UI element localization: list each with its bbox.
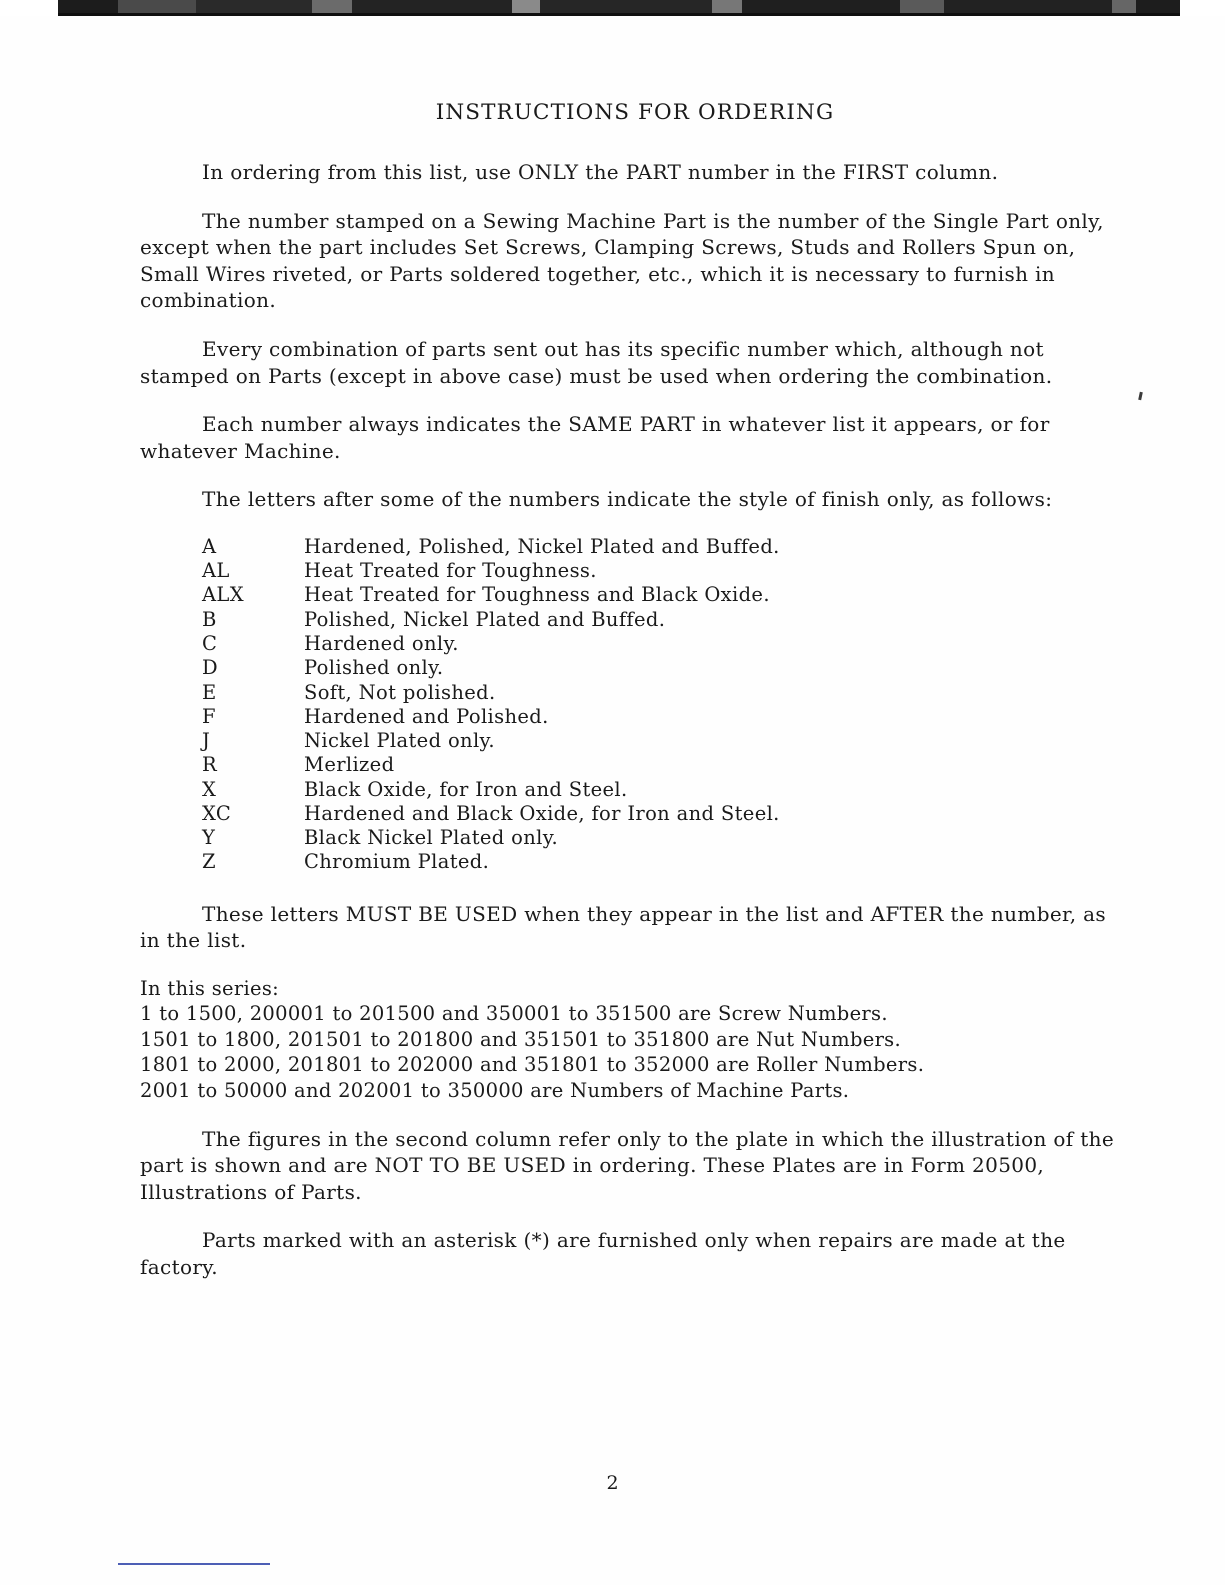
table-row bbox=[202, 778, 780, 802]
finish-description: Polished, Nickel Plated and Buffed. bbox=[304, 607, 666, 631]
paragraph-asterisk-parts: Parts marked with an asterisk (*) are furnished only when repairs are made at the factory. bbox=[140, 1228, 1066, 1279]
paragraph-ordering-instructions: In ordering from this list, use ONLY the PART number in the FIRST column. bbox=[202, 160, 999, 184]
finish-description: Chromium Plated. bbox=[304, 850, 490, 874]
table-row bbox=[202, 608, 780, 632]
table-row bbox=[202, 850, 780, 874]
paragraph-letters-must-be-used: These letters MUST BE USED when they appear in the list and AFTER the number, as in the list. bbox=[140, 901, 1107, 953]
finish-code: F bbox=[202, 704, 216, 728]
scan-artifact-top-line bbox=[58, 13, 1180, 16]
paragraph-finish-letters: The letters after some of the numbers indicate the style of finish only, as follows: bbox=[202, 487, 1053, 512]
scan-artifact-bottom-line bbox=[118, 1563, 270, 1565]
finish-code: B bbox=[202, 607, 217, 631]
paragraph-stamped-number: The number stamped on a Sewing Machine Part is the number of the Single Part only, except when the part includes Set Screws, Clamping Screws, Studs and Rollers Spun on, Small Wires riveted, or Parts soldered together, etc., which it is necessary to furnish in combination. bbox=[140, 208, 1104, 313]
finish-code: C bbox=[202, 632, 218, 655]
finish-description: Black Oxide, for Iron and Steel. bbox=[304, 777, 628, 801]
table-row bbox=[202, 583, 780, 607]
finish-code: X bbox=[202, 777, 217, 801]
finish-code: J bbox=[202, 729, 211, 753]
paragraph-same-part: Each number always indicates the SAME PART in whatever list it appears, or for whatever Machine. bbox=[140, 412, 1050, 463]
finish-description: Polished only. bbox=[304, 656, 444, 680]
finish-code: E bbox=[202, 680, 217, 704]
table-row bbox=[202, 705, 780, 729]
finish-code: D bbox=[202, 656, 218, 680]
table-row bbox=[202, 729, 780, 753]
table-row bbox=[202, 535, 780, 559]
finish-code: Z bbox=[202, 850, 216, 874]
series-line: 2001 to 50000 and 202001 to 350000 are Numbers of Machine Parts. bbox=[140, 1078, 850, 1102]
series-line: 1 to 1500, 200001 to 201500 and 350001 to 351500 are Screw Numbers. bbox=[140, 1002, 888, 1026]
series-block bbox=[140, 976, 1130, 1104]
table-row bbox=[202, 656, 780, 680]
finish-description: Hardened and Polished. bbox=[304, 704, 549, 728]
finish-description: Hardened, Polished, Nickel Plated and Buffed. bbox=[304, 534, 780, 558]
finish-description: Nickel Plated only. bbox=[304, 729, 495, 753]
finish-code-table bbox=[202, 535, 780, 875]
table-row bbox=[202, 802, 780, 826]
table-row bbox=[202, 753, 780, 777]
finish-description: Black Nickel Plated only. bbox=[304, 826, 559, 850]
finish-code: R bbox=[202, 753, 218, 777]
paragraph-combination-number: Every combination of parts sent out has its specific number which, although not stamped on Parts (except in above case) must be used when ordering the combination. bbox=[140, 336, 1053, 388]
series-heading: In this series: bbox=[140, 976, 280, 1000]
finish-code: ALX bbox=[202, 583, 244, 607]
finish-description: Hardened and Black Oxide, for Iron and Steel. bbox=[304, 801, 780, 825]
finish-code: AL bbox=[202, 559, 230, 583]
paragraph-second-column: The figures in the second column refer only to the plate in which the illustration of the part is shown and are NOT TO BE USED in ordering. These Plates are in Form 20500, Illustrations of Parts. bbox=[140, 1126, 1115, 1204]
series-line: 1801 to 2000, 201801 to 202000 and 351801 to 352000 are Roller Numbers. bbox=[140, 1053, 925, 1077]
table-row bbox=[202, 681, 780, 705]
document-body bbox=[140, 100, 1130, 1302]
page-title: INSTRUCTIONS FOR ORDERING bbox=[435, 100, 835, 125]
finish-code: XC bbox=[202, 801, 232, 825]
finish-description: Heat Treated for Toughness. bbox=[304, 559, 597, 583]
finish-description: Merlized bbox=[304, 753, 395, 777]
finish-code: A bbox=[202, 534, 217, 558]
finish-code: Y bbox=[202, 826, 216, 850]
finish-description: Soft, Not polished. bbox=[304, 680, 496, 704]
finish-description: Heat Treated for Toughness and Black Oxide. bbox=[304, 583, 770, 607]
page-number: 2 bbox=[606, 1472, 619, 1494]
table-row bbox=[202, 632, 780, 656]
table-row bbox=[202, 826, 780, 850]
finish-description: Hardened only. bbox=[304, 632, 459, 655]
scan-artifact-stray-mark bbox=[1138, 392, 1143, 400]
table-row bbox=[202, 559, 780, 583]
series-line: 1501 to 1800, 201501 to 201800 and 351501 to 351800 are Nut Numbers. bbox=[140, 1027, 901, 1051]
